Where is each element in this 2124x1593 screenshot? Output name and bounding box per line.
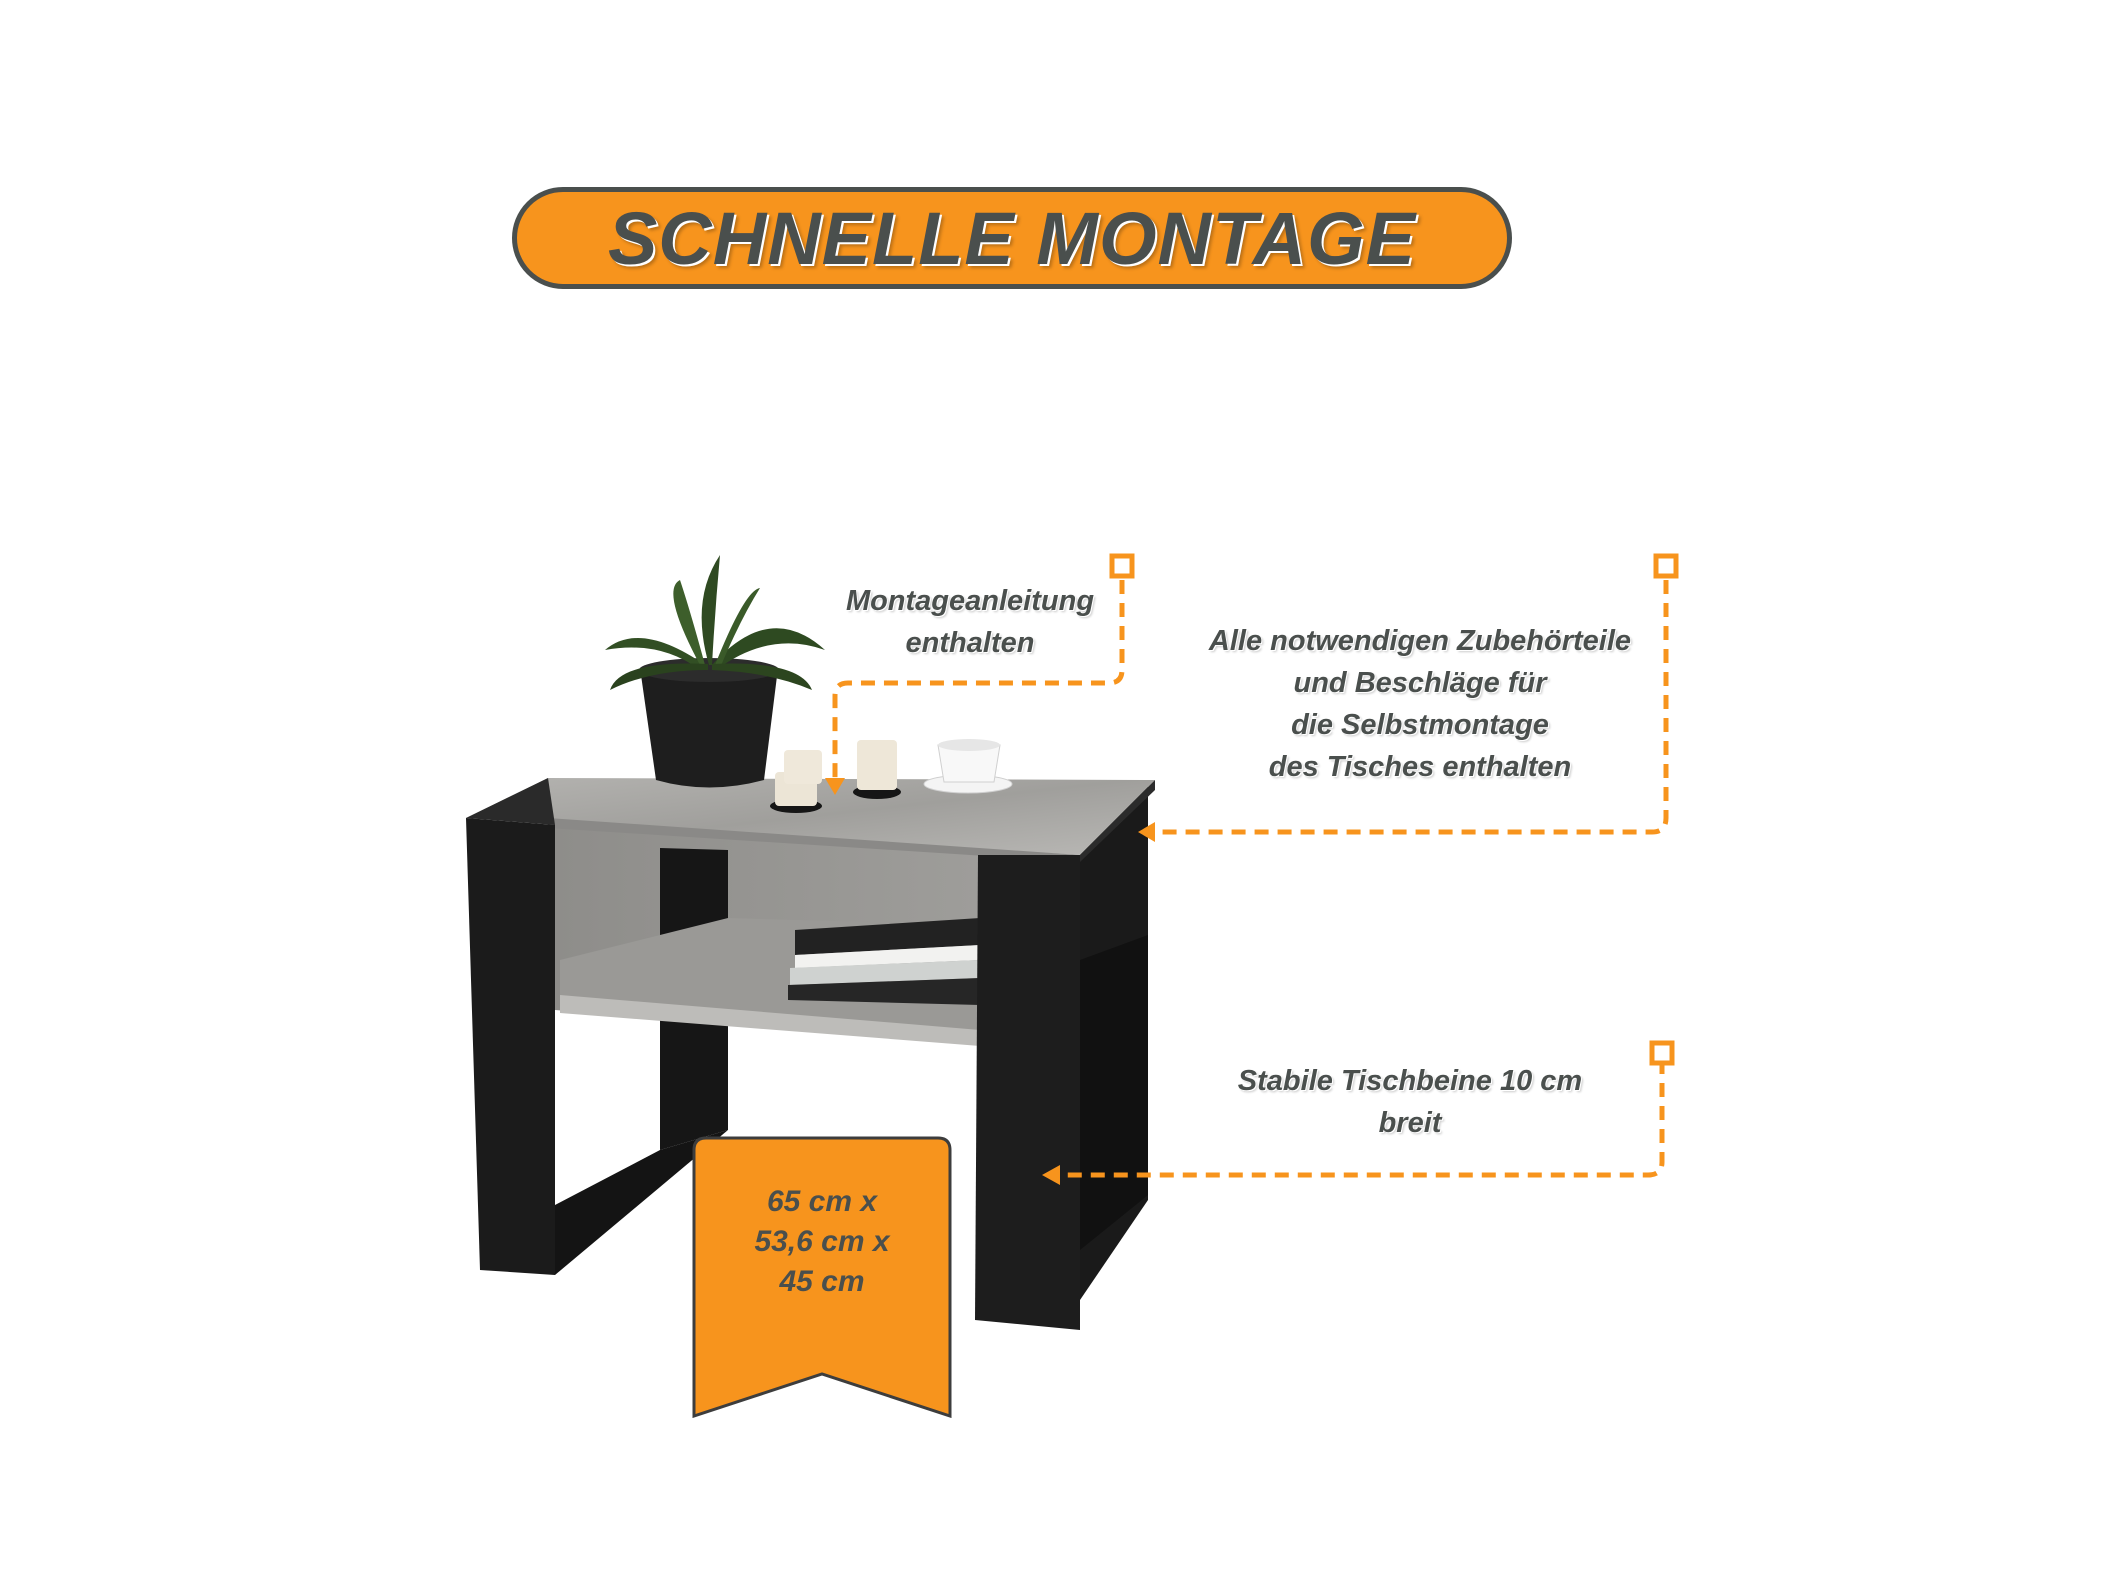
page-title: SCHNELLE MONTAGE: [607, 196, 1417, 280]
dimensions-text: [692, 1182, 952, 1302]
arrowhead-accessories: [1138, 822, 1155, 842]
connector-manual-marker: [1112, 556, 1132, 576]
callout-legs-line-1: Stabile Tischbeine 10 cm: [1237, 1065, 1583, 1097]
callout-accessories-line-1: Alle notwendigen Zubehörteile: [1208, 625, 1632, 657]
dimension-width: 65 cm x: [766, 1185, 878, 1218]
callout-manual-line-2: enthalten: [905, 627, 1035, 659]
connector-accessories-marker: [1656, 556, 1676, 576]
dimension-depth: 53,6 cm x: [754, 1225, 890, 1258]
callout-accessories-line-3: die Selbstmontage: [1291, 709, 1549, 741]
callout-accessories: [1190, 620, 1650, 788]
callout-accessories-line-2: und Beschläge für: [1293, 667, 1547, 699]
callout-manual: [820, 580, 1120, 664]
callout-legs: [1200, 1060, 1620, 1144]
arrowhead-legs: [1042, 1165, 1060, 1185]
callout-manual-line-1: Montageanleitung: [845, 585, 1095, 617]
callout-accessories-line-4: des Tisches enthalten: [1268, 751, 1572, 783]
callout-legs-line-2: breit: [1378, 1107, 1442, 1139]
connector-legs-marker: [1652, 1043, 1672, 1063]
arrowhead-manual: [825, 778, 845, 795]
dimension-height: 45 cm: [779, 1265, 865, 1298]
